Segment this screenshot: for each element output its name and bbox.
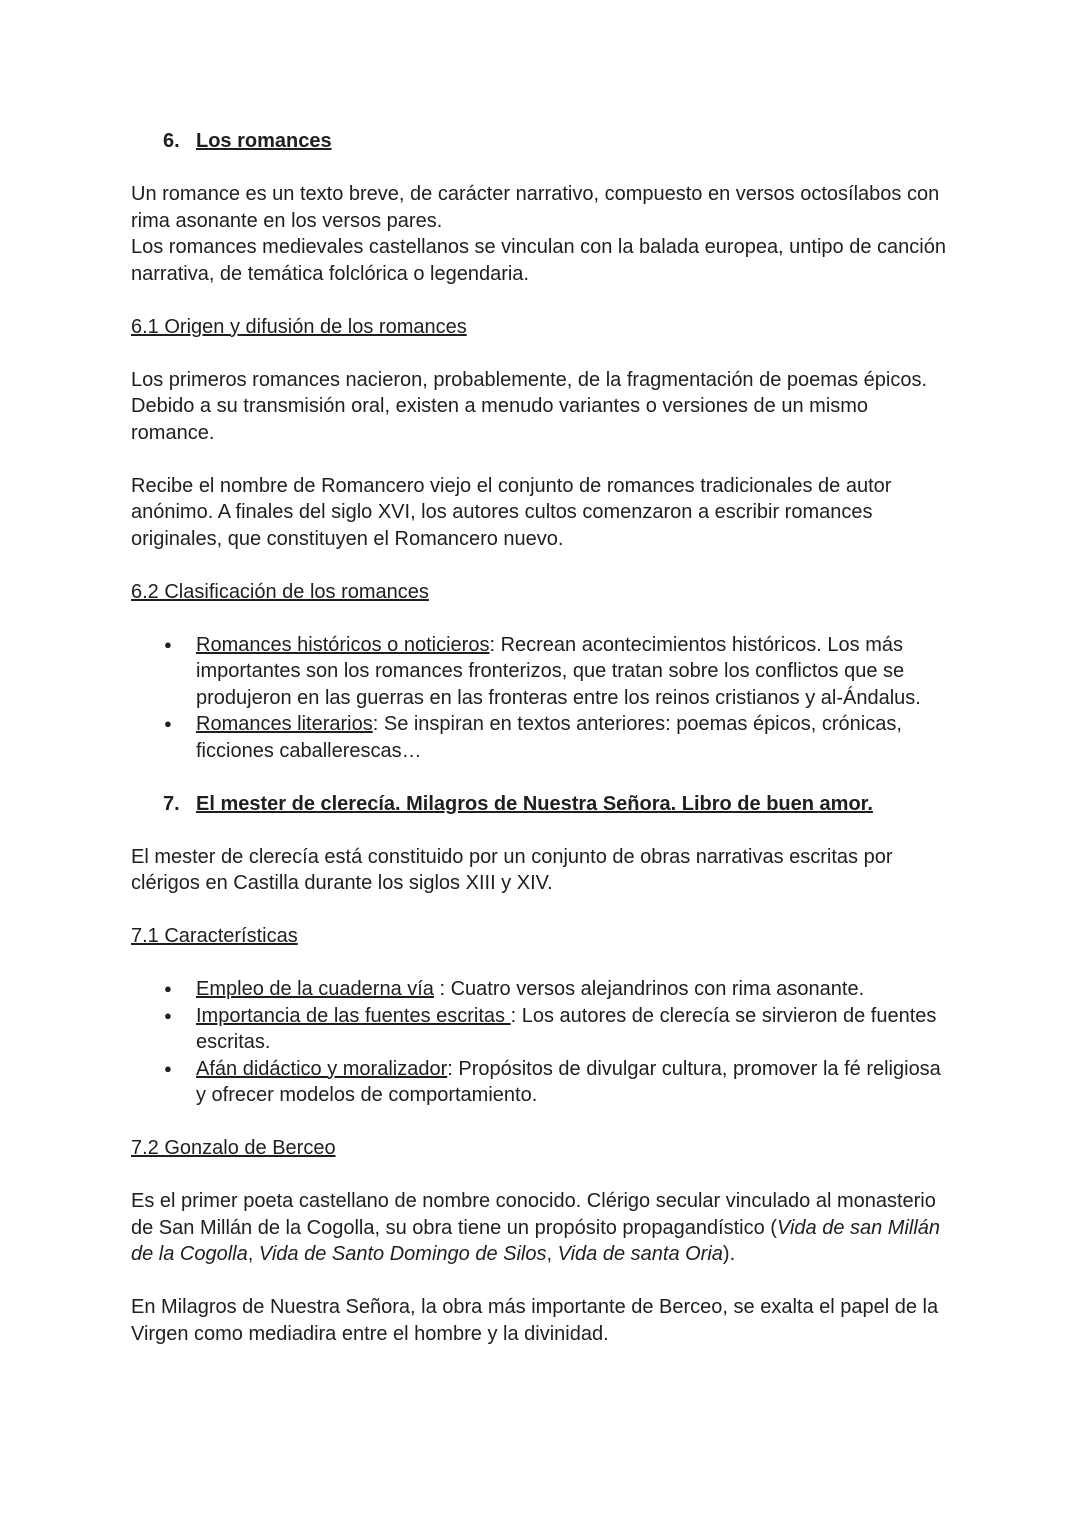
list-item-text: : Los autores de clerecía se sirvieron de fuentes escritas. (196, 1004, 937, 1053)
work-title: Vida de santa Oria (557, 1243, 723, 1265)
list-item (131, 1003, 951, 1056)
section-7-number: 7. (163, 792, 180, 815)
list-item-text: : Propósitos de divulgar cultura, promover la fé religiosa y ofrecer modelos de comportamiento. (196, 1057, 941, 1106)
list-item (131, 711, 951, 764)
romance-european-ballad: Los romances medievales castellanos se vinculan con la balada europea, untipo de canción narrativa, de temática folclórica o legendaria. (131, 236, 946, 285)
document-content (131, 128, 951, 1347)
subsection-7-2-title: 7.2 Gonzalo de Berceo (131, 1137, 336, 1159)
list-item-term: Empleo de la cuaderna vía (196, 978, 434, 1000)
section-7-heading (131, 791, 951, 818)
origin-paragraph: Los primeros romances nacieron, probablemente, de la fragmentación de poemas épicos. Debido a su transmisión oral, existen a menudo variantes o versiones de un mismo romance. (131, 368, 927, 444)
mester-definition: El mester de clerecía está constituido por un conjunto de obras narrativas escritas por clérigos en Castilla durante los siglos XIII y XIV. (131, 845, 893, 894)
berceo-text: Es el primer poeta castellano de nombre conocido. Clérigo secular vinculado al monasterio de San Millán de la Cogolla, su obra tiene un propósito propagandístico ( (131, 1190, 936, 1239)
section-6-number: 6. (163, 130, 180, 152)
section-7-title: El mester de clerecía. Milagros de Nuestra Señora. Libro de buen amor. (196, 792, 873, 815)
section-6-heading (131, 128, 951, 155)
list-item (131, 1056, 951, 1109)
work-title: Vida de Santo Domingo de Silos (258, 1243, 547, 1265)
list-item (131, 976, 951, 1003)
list-item-text: : Cuatro versos alejandrinos con rima asonante. (433, 978, 865, 1000)
list-item-text: : Se inspiran en textos anteriores: poemas épicos, crónicas, ficciones caballerescas… (196, 713, 902, 762)
romancero-paragraph: Recibe el nombre de Romancero viejo el conjunto de romances tradicionales de autor anónimo. A finales del siglo XVI, los autores cultos comenzaron a escribir romances originales, que constituyen el Romancero nuevo. (131, 474, 892, 550)
milagros-paragraph: En Milagros de Nuestra Señora, la obra más importante de Berceo, se exalta el papel de la Virgen como mediadira entre el hombre y la divinidad. (131, 1296, 939, 1345)
list-item-term: Romances literarios (196, 713, 373, 735)
subsection-7-1-title: 7.1 Características (131, 925, 298, 947)
characteristics-list (131, 976, 951, 1109)
subsection-6-2-title: 6.2 Clasificación de los romances (131, 580, 429, 603)
separator: , (546, 1243, 558, 1265)
section-6-title: Los romances (196, 130, 332, 152)
list-item-term: Afán didáctico y moralizador (196, 1057, 448, 1080)
romance-classification-list (131, 632, 951, 765)
list-item (131, 632, 951, 712)
subsection-6-1-title: 6.1 Origen y difusión de los romances (131, 315, 467, 338)
list-item-term: Importancia de las fuentes escritas (196, 1004, 511, 1027)
list-item-text: : Recrean acontecimientos históricos. Los más importantes son los romances fronterizos, que tratan sobre los conflictos que se produjeron en las guerras en las fronteras entre los reinos cristianos y al-Ándalus. (196, 633, 921, 709)
separator: , (247, 1243, 259, 1265)
closing: ). (722, 1243, 736, 1265)
work-title: Vida de san Millán de la Cogolla (131, 1216, 941, 1265)
list-item-term: Romances históricos o noticieros (196, 633, 490, 656)
romance-definition: Un romance es un texto breve, de carácter narrativo, compuesto en versos octosílabos con rima asonante en los versos pares. (131, 183, 940, 232)
berceo-paragraph (131, 1188, 951, 1268)
